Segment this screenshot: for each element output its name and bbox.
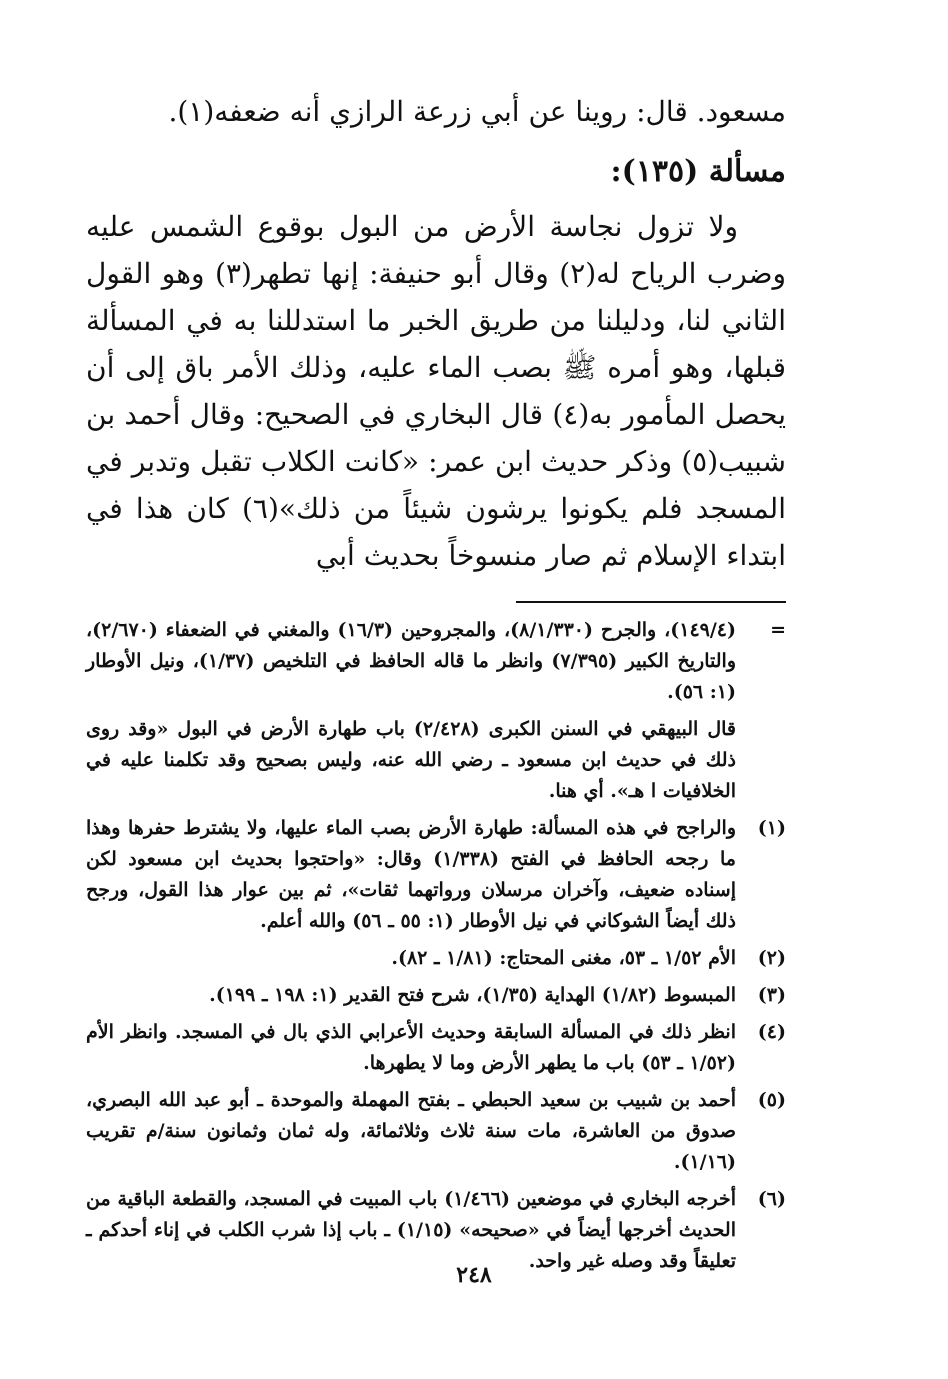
issue-heading: مسألة (١٣٥): <box>610 154 786 189</box>
footnote-item <box>86 980 786 1011</box>
page-number: ٢٤٨ <box>456 1262 492 1288</box>
footnote-text: المبسوط (١/٨٢) الهداية (١/٣٥)، شرح فتح القدير (١: ١٩٨ ـ ١٩٩). <box>209 984 736 1006</box>
main-paragraph: ولا تزول نجاسة الأرض من البول بوقوع الشمس عليه وضرب الرياح له(٢) وقال أبو حنيفة: إنها تطهر(٣) وهو القول الثاني لنا، ودليلنا من طريق الخبر ما استدللنا به في المسألة قبلها، وهو أمره ﷺ بصب الماء عليه، وذلك الأمر باق إلى أن يحصل المأمور به(٤) قال البخاري في الصحيح: وقال أحمد بن شبيب(٥) وذكر حديث ابن عمر: «كانت الكلاب تقبل وتدبر في المسجد فلم يكونوا يرشون شيئاً من ذلك»(٦) كان هذا في ابتداء الإسلام ثم صار منسوخاً بحديث أبي <box>86 210 786 572</box>
footnote-item <box>86 1017 786 1079</box>
footnote-number: (٥) <box>757 1089 786 1111</box>
footnote-separator <box>516 601 786 603</box>
page-content <box>86 88 786 1283</box>
footnote-text: أحمد بن شبيب بن سعيد الحبطي ـ بفتح المهملة والموحدة ـ أبو عبد الله البصري، صدوق من العاشرة، مات سنة ثلاث وثلاثمائة، وله ثمان وثمانون سنة/م تقريب (١/١٦). <box>86 1089 736 1173</box>
footnotes <box>86 615 786 1277</box>
continued-main-line: مسعود. قال: روينا عن أبي زرعة الرازي أنه ضعفه(١). <box>168 95 786 128</box>
footnote-number: (٦) <box>757 1188 786 1210</box>
footnote-item <box>86 943 786 974</box>
footnote-continued-marker: = <box>770 619 786 641</box>
footnote-text: والراجح في هذه المسألة: طهارة الأرض بصب الماء عليها، ولا يشترط حفرها وهذا ما رجحه الحافظ في الفتح (١/٣٣٨) وقال: «واحتجوا بحديث ابن مسعود لكن إسناده ضعيف، وآخران مرسلان ورواتهما ثقات»، ثم بين عوار هذا القول، ورجح ذلك أيضاً الشوكاني في نيل الأوطار (١: ٥٥ ـ ٥٦) والله أعلم. <box>86 817 736 932</box>
footnote-continued-text: (١٤٩/٤)، والجرح (٨/١/٣٣٠)، والمجروحين (١٦/٣) والمغني في الضعفاء (٢/٦٧٠)، والتاريخ الكبير (٧/٣٩٥) وانظر ما قاله الحافظ في التلخيص (١/٣٧)، ونيل الأوطار (١: ٥٦). <box>86 619 736 703</box>
footnote-continued <box>86 615 786 708</box>
footnote-text: انظر ذلك في المسألة السابقة وحديث الأعرابي الذي بال في المسجد. وانظر الأم (١/٥٢ ـ ٥٣) باب ما يطهر الأرض وما لا يطهرها. <box>86 1021 736 1074</box>
footnote-continued-extra: قال البيهقي في السنن الكبرى (٢/٤٢٨) باب طهارة الأرض في البول «وقد روى ذلك في حديث ابن مسعود ـ رضي الله عنه، وليس بصحيح وقد تكلمنا عليه في الخلافيات ا هـ». أي هنا. <box>86 718 736 802</box>
footnote-number: (٢) <box>757 947 786 969</box>
footnote-text: أخرجه البخاري في موضعين (١/٤٦٦) باب المبيت في المسجد، والقطعة الباقية من الحديث أخرجها أيضاً في «صحيحه» (١/١٥) ـ باب إذا شرب الكلب في إناء أحدكم ـ تعليقاً وقد وصله غير واحد. <box>86 1188 736 1272</box>
footnote-item <box>86 1085 786 1178</box>
footnote-text: الأم ١/٥٢ ـ ٥٣، مغنى المحتاج: (١/٨١ ـ ٨٢). <box>391 947 736 969</box>
footnote-number: (٣) <box>757 984 786 1006</box>
footnote-number: (١) <box>757 817 786 839</box>
footnote-number: (٤) <box>757 1021 786 1043</box>
footnote-item <box>86 813 786 937</box>
